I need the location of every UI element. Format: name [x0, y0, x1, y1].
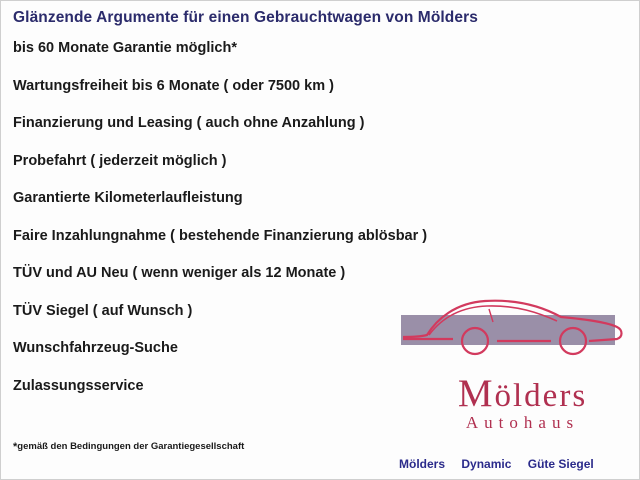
dealer-logo: [393, 289, 633, 477]
page-title: Glänzende Argumente für einen Gebrauchtwagen von Mölders: [13, 9, 478, 26]
brand-subtitle: Autohaus: [465, 413, 580, 432]
list-item: Wunschfahrzeug-Suche: [13, 340, 178, 356]
footnote-text: gemäß den Bedingungen der Garantiegesellschaft: [17, 441, 245, 452]
list-item: Zulassungsservice: [13, 377, 144, 394]
list-item: TÜV und AU Neu ( wenn weniger als 12 Monate ): [13, 265, 346, 281]
tagline-item-1: Mölders: [399, 457, 446, 471]
tagline-item-2: Dynamic: [461, 457, 512, 471]
car-icon: [393, 289, 629, 369]
list-item: bis 60 Monate Garantie möglich*: [13, 40, 237, 56]
brand-name: [415, 371, 630, 416]
brand-initial: M: [457, 372, 495, 415]
tagline: [399, 457, 594, 471]
footnote: [13, 441, 244, 453]
footnote-asterisk: *: [13, 441, 18, 453]
list-item: Garantierte Kilometerlaufleistung: [13, 190, 243, 206]
brand-rest: ölders: [494, 378, 588, 414]
list-item: Faire Inzahlungnahme ( bestehende Finanzierung ablösbar ): [13, 227, 428, 244]
tagline-item-3: Güte Siegel: [527, 457, 594, 471]
list-item: Probefahrt ( jederzeit möglich ): [13, 152, 227, 169]
list-item: Wartungsfreiheit bis 6 Monate ( oder 7500 km ): [13, 77, 334, 94]
list-item: TÜV Siegel ( auf Wunsch ): [13, 302, 193, 319]
list-item: Finanzierung und Leasing ( auch ohne Anzahlung ): [13, 115, 365, 131]
